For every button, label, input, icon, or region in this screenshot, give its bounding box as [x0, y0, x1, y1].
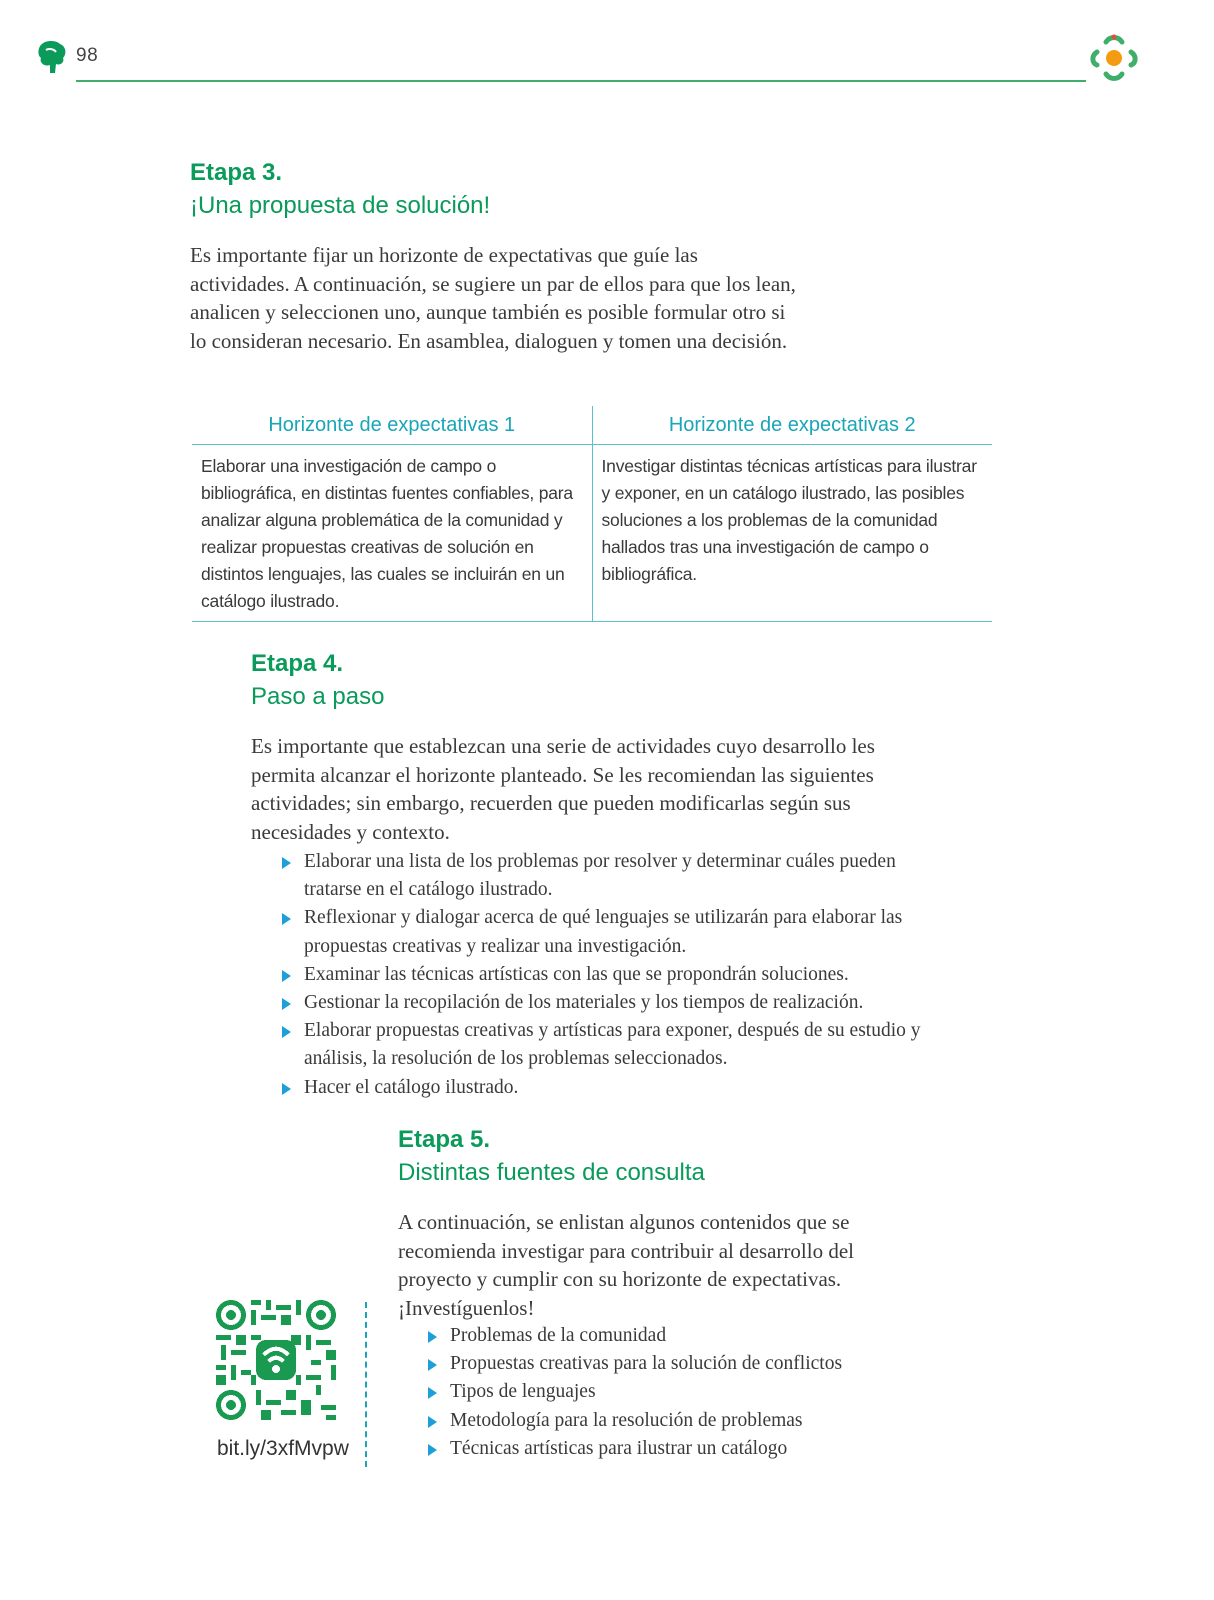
triangle-bullet-icon	[282, 913, 291, 925]
expectations-table	[192, 406, 992, 622]
list-item: Tipos de lenguajes	[424, 1378, 924, 1406]
list-item: Propuestas creativas para la solución de conflictos	[424, 1350, 924, 1378]
triangle-bullet-icon	[282, 1026, 291, 1038]
stage4-number: Etapa 4.	[251, 650, 344, 677]
table-cell-1: Elaborar una investigación de campo o bibliográfica, en distintas fuentes confiables, para analizar alguna problemática de la comunidad y realizar propuestas creativas de solución en distintos lenguajes, las cuales se incluirán en un catálogo ilustrado.	[192, 445, 592, 622]
stage5-body: A continuación, se enlistan algunos contenidos que se recomienda investigar para contribuir al desarrollo del proyecto y cumplir con su horizonte de expectativas. ¡Investíguenlos!	[398, 1210, 854, 1320]
tree-logo-icon	[36, 40, 68, 74]
stage5-topic-list	[424, 1322, 924, 1463]
list-item: Metodología para la resolución de problemas	[424, 1407, 924, 1435]
qr-url-link[interactable]: bit.ly/3xfMvpw	[217, 1437, 349, 1460]
triangle-bullet-icon	[428, 1359, 437, 1371]
table-header-1: Horizonte de expectativas 1	[192, 406, 592, 445]
list-item: Hacer el catálogo ilustrado.	[278, 1074, 928, 1102]
stage4-activity-list	[278, 848, 928, 1102]
list-item: Gestionar la recopilación de los materiales y los tiempos de realización.	[278, 989, 928, 1017]
stage3-title: ¡Una propuesta de solución!	[190, 192, 491, 219]
table-cell-2: Investigar distintas técnicas artísticas para ilustrar y exponer, en un catálogo ilustrado, las posibles soluciones a los problemas de la comunidad hallados tras una investigación de campo o bibliográfica.	[592, 445, 992, 622]
triangle-bullet-icon	[428, 1331, 437, 1343]
list-item: Problemas de la comunidad	[424, 1322, 924, 1350]
list-item: Técnicas artísticas para ilustrar un catálogo	[424, 1435, 924, 1463]
stage5-number: Etapa 5.	[398, 1126, 491, 1153]
triangle-bullet-icon	[428, 1387, 437, 1399]
triangle-bullet-icon	[282, 970, 291, 982]
triangle-bullet-icon	[282, 998, 291, 1010]
qr-code-icon[interactable]	[216, 1300, 336, 1420]
stage4-title: Paso a paso	[251, 683, 385, 710]
flower-logo-icon	[1088, 32, 1140, 84]
list-item: Examinar las técnicas artísticas con las que se propondrán soluciones.	[278, 961, 928, 989]
stage5-heading	[398, 1123, 998, 1189]
triangle-bullet-icon	[282, 1083, 291, 1095]
stage4-body: Es importante que establezcan una serie de actividades cuyo desarrollo les permita alcanzar el horizonte planteado. Se les recomiendan las siguientes actividades; sin embargo, recuerden que pueden modificarlas según sus necesidades y contexto.	[251, 734, 875, 844]
page-number: 98	[76, 45, 99, 66]
triangle-bullet-icon	[428, 1444, 437, 1456]
triangle-bullet-icon	[428, 1416, 437, 1428]
list-item: Elaborar propuestas creativas y artísticas para exponer, después de su estudio y análisis, la resolución de los problemas seleccionados.	[278, 1017, 928, 1073]
stage3-heading	[190, 156, 890, 222]
stage4-heading	[251, 647, 951, 713]
triangle-bullet-icon	[282, 857, 291, 869]
dashed-divider	[365, 1302, 367, 1467]
list-item: Elaborar una lista de los problemas por resolver y determinar cuáles pueden tratarse en el catálogo ilustrado.	[278, 848, 928, 904]
header-divider	[76, 80, 1086, 82]
stage3-number: Etapa 3.	[190, 159, 283, 186]
list-item: Reflexionar y dialogar acerca de qué lenguajes se utilizarán para elaborar las propuestas creativas y realizar una investigación.	[278, 904, 928, 960]
stage5-title: Distintas fuentes de consulta	[398, 1159, 705, 1186]
stage3-body: Es importante fijar un horizonte de expectativas que guíe las actividades. A continuación, se sugiere un par de ellos para que los lean, analicen y seleccionen uno, aunque también es posible formular otro si lo consideran necesario. En asamblea, dialoguen y tomen una decisión.	[190, 243, 796, 353]
table-row	[192, 445, 992, 622]
table-header-2: Horizonte de expectativas 2	[592, 406, 992, 445]
